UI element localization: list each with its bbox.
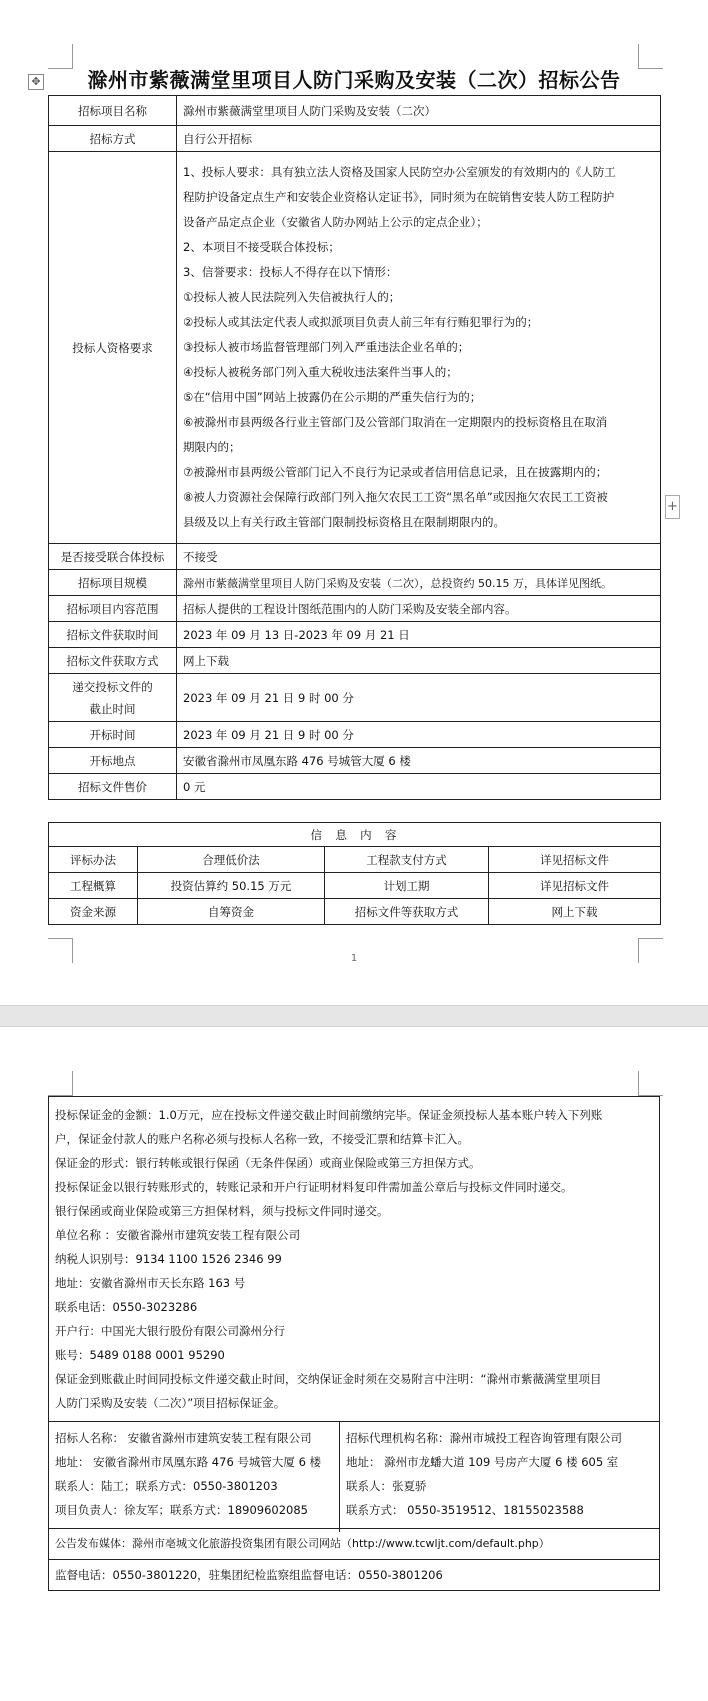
requirement-line: ⑤在“信用中国”网站上披露仍在公示期的严重失信行为的； bbox=[183, 390, 482, 404]
info-cell: 详见招标文件 bbox=[489, 873, 661, 899]
qualification-requirements bbox=[177, 152, 661, 544]
agency-line: 地址： 滁州市龙蟠大道 109 号房产大厦 6 楼 605 室 bbox=[346, 1455, 619, 1469]
table-row bbox=[49, 570, 661, 596]
table-row-qualifications bbox=[49, 152, 661, 544]
tenderer-line: 联系人：陆工；联系方式：0550-3801203 bbox=[55, 1479, 278, 1493]
page-separator bbox=[0, 1005, 708, 1027]
row-value: 2023 年 09 月 21 日 9 时 00 分 bbox=[177, 674, 661, 722]
info-cell: 计划工期 bbox=[325, 873, 489, 899]
info-cell: 网上下载 bbox=[489, 899, 661, 925]
document-page-2 bbox=[0, 1027, 708, 1701]
publication-media: 公告发布媒体：滁州市亳城文化旅游投资集团有限公司网站（http://www.tcwljt.com/default.php） bbox=[55, 1537, 550, 1550]
deposit-line: 联系电话：0550-3023286 bbox=[55, 1300, 198, 1314]
table-row bbox=[49, 847, 661, 873]
requirement-line: 程防护设备定点生产和安装企业资格认定证书》，同时须为在皖销售安装人防工程防护 bbox=[183, 190, 615, 204]
info-cell: 评标办法 bbox=[49, 847, 138, 873]
row-label: 投标人资格要求 bbox=[49, 152, 177, 544]
table-row bbox=[49, 899, 661, 925]
contacts-box bbox=[48, 1421, 660, 1529]
tenderer-line: 项目负责人：徐友军；联系方式：18909602085 bbox=[55, 1503, 308, 1517]
crop-mark bbox=[638, 1071, 663, 1096]
info-content-table bbox=[48, 822, 661, 925]
row-label: 招标文件获取方式 bbox=[49, 648, 177, 674]
deposit-line: 银行保函或商业保险或第三方担保材料，须与投标文件同时递交。 bbox=[55, 1204, 389, 1218]
requirement-line: 设备产品定点企业（安徽省人防办网站上公示的定点企业）； bbox=[183, 215, 488, 229]
tenderer-contacts bbox=[49, 1422, 340, 1532]
add-row-plus-icon[interactable]: + bbox=[665, 495, 680, 519]
row-label: 开标时间 bbox=[49, 722, 177, 748]
agency-line: 联系方式： 0550-3519512、18155023588 bbox=[346, 1503, 584, 1517]
agency-line: 联系人：张夏骄 bbox=[346, 1479, 427, 1493]
row-label: 招标项目名称 bbox=[49, 96, 177, 126]
requirement-line: ①投标人被人民法院列入失信被执行人的； bbox=[183, 290, 401, 304]
info-header-row bbox=[49, 823, 661, 847]
requirement-line: ⑦被滁州市县两级公管部门记入不良行为记录或者信用信息记录，且在披露期内的； bbox=[183, 465, 608, 479]
supervision-phone: 监督电话：0550-3801220，驻集团纪检监察组监督电话：0550-3801206 bbox=[55, 1568, 443, 1582]
row-label: 招标文件获取时间 bbox=[49, 622, 177, 648]
requirement-line: 2、本项目不接受联合体投标； bbox=[183, 240, 340, 254]
tenderer-line: 招标人名称： 安徽省滁州市建筑安装工程有限公司 bbox=[55, 1431, 312, 1445]
row-label: 招标项目内容范围 bbox=[49, 596, 177, 622]
table-row bbox=[49, 544, 661, 570]
table-row bbox=[49, 648, 661, 674]
deposit-line: 投标保证金的金额：1.0万元，应在投标文件递交截止时间前缴纳完毕。保证金须投标人基本账户转入下列账 bbox=[55, 1108, 603, 1122]
crop-mark bbox=[48, 1071, 73, 1096]
requirement-line: 1、投标人要求：具有独立法人资格及国家人民防空办公室颁发的有效期内的《人防工 bbox=[183, 165, 616, 179]
row-label-line: 截止时间 bbox=[89, 701, 136, 716]
row-label: 招标文件售价 bbox=[49, 774, 177, 800]
row-value: 自行公开招标 bbox=[177, 126, 661, 152]
info-cell: 投资估算约 50.15 万元 bbox=[138, 873, 325, 899]
info-cell: 工程概算 bbox=[49, 873, 138, 899]
row-value: 网上下载 bbox=[177, 648, 661, 674]
table-row bbox=[49, 748, 661, 774]
row-label bbox=[49, 674, 177, 722]
row-value: 0 元 bbox=[177, 774, 661, 800]
deposit-line: 投标保证金以银行转账形式的，转账记录和开户行证明材料复印件需加盖公章后与投标文件同时递交。 bbox=[55, 1180, 573, 1194]
row-label: 开标地点 bbox=[49, 748, 177, 774]
table-row bbox=[49, 96, 661, 126]
deposit-info-box bbox=[48, 1096, 660, 1422]
deposit-line: 人防门采购及安装（二次）”项目招标保证金。 bbox=[55, 1396, 286, 1410]
info-cell: 工程款支付方式 bbox=[325, 847, 489, 873]
table-row bbox=[49, 873, 661, 899]
page-title: 滁州市紫薇满堂里项目人防门采购及安装（二次）招标公告 bbox=[87, 68, 621, 92]
table-move-handle-icon[interactable]: ✥ bbox=[28, 74, 44, 90]
info-cell: 合理低价法 bbox=[138, 847, 325, 873]
row-value: 招标人提供的工程设计图纸范围内的人防门采购及安装全部内容。 bbox=[177, 596, 661, 622]
info-cell: 招标文件等获取方式 bbox=[325, 899, 489, 925]
deposit-line: 地址：安徽省滁州市天长东路 163 号 bbox=[55, 1276, 246, 1290]
info-cell: 资金来源 bbox=[49, 899, 138, 925]
info-cell: 自筹资金 bbox=[138, 899, 325, 925]
table-row bbox=[49, 774, 661, 800]
info-cell: 详见招标文件 bbox=[489, 847, 661, 873]
tender-info-table bbox=[48, 95, 661, 800]
supervision-box bbox=[48, 1559, 660, 1591]
row-value: 2023 年 09 月 21 日 9 时 00 分 bbox=[177, 722, 661, 748]
row-value: 安徽省滁州市凤凰东路 476 号城管大厦 6 楼 bbox=[177, 748, 661, 774]
media-box bbox=[48, 1528, 660, 1560]
row-value: 不接受 bbox=[177, 544, 661, 570]
table-row bbox=[49, 596, 661, 622]
deposit-line: 保证金的形式：银行转帐或银行保函（无条件保函）或商业保险或第三方担保方式。 bbox=[55, 1156, 481, 1170]
row-value: 2023 年 09 月 13 日-2023 年 09 月 21 日 bbox=[177, 622, 661, 648]
row-label: 是否接受联合体投标 bbox=[49, 544, 177, 570]
deposit-line: 户，保证金付款人的账户名称必须与投标人名称一致，不接受汇票和结算卡汇入。 bbox=[55, 1132, 469, 1146]
agency-line: 招标代理机构名称：滁州市城投工程咨询管理有限公司 bbox=[346, 1431, 622, 1445]
table-row bbox=[49, 126, 661, 152]
deposit-line: 开户行：中国光大银行股份有限公司滁州分行 bbox=[55, 1324, 285, 1338]
deposit-line: 纳税人识别号：9134 1100 1526 2346 99 bbox=[55, 1252, 282, 1266]
row-value: 滁州市紫薇满堂里项目人防门采购及安装（二次） bbox=[177, 96, 661, 126]
row-label: 招标方式 bbox=[49, 126, 177, 152]
requirement-line: ⑧被人力资源社会保障行政部门列入拖欠农民工工资“黑名单”或因拖欠农民工工资被 bbox=[183, 490, 608, 504]
tenderer-line: 地址： 安徽省滁州市凤凰东路 476 号城管大厦 6 楼 bbox=[55, 1455, 322, 1469]
requirement-line: 3、信誉要求：投标人不得存在以下情形： bbox=[183, 265, 398, 279]
page-number: 1 bbox=[350, 953, 358, 964]
requirement-line: 县级及以上有关行政主管部门限制投标资格且在限制期限内的。 bbox=[183, 515, 505, 529]
row-label: 招标项目规模 bbox=[49, 570, 177, 596]
deposit-line: 单位名称 ：安徽省滁州市建筑安装工程有限公司 bbox=[55, 1228, 301, 1242]
requirement-line: ④投标人被税务部门列入重大税收违法案件当事人的； bbox=[183, 365, 458, 379]
table-row bbox=[49, 622, 661, 648]
table-row bbox=[49, 722, 661, 748]
agency-contacts bbox=[340, 1422, 658, 1522]
requirement-line: ②投标人或其法定代表人或拟派项目负责人前三年有行贿犯罪行为的； bbox=[183, 315, 539, 329]
requirement-line: 期限内的； bbox=[183, 440, 241, 454]
deposit-line: 账号：5489 0188 0001 95290 bbox=[55, 1348, 225, 1362]
table-row bbox=[49, 674, 661, 722]
info-header: 信 息 内 容 bbox=[49, 823, 661, 847]
row-label-line: 递交投标文件的 bbox=[72, 679, 153, 694]
requirement-line: ③投标人被市场监督管理部门列入严重违法企业名单的； bbox=[183, 340, 470, 354]
deposit-line: 保证金到账截止时间同投标文件递交截止时间，交纳保证金时须在交易附言中注明：“滁州市紫薇满堂里项目 bbox=[55, 1372, 602, 1386]
requirement-line: ⑥被滁州市县两级各行业主管部门及公管部门取消在一定期限内的投标资格且在取消 bbox=[183, 415, 608, 429]
row-value: 滁州市紫薇满堂里项目人防门采购及安装（二次），总投资约 50.15 万，具体详见图纸。 bbox=[177, 570, 661, 596]
